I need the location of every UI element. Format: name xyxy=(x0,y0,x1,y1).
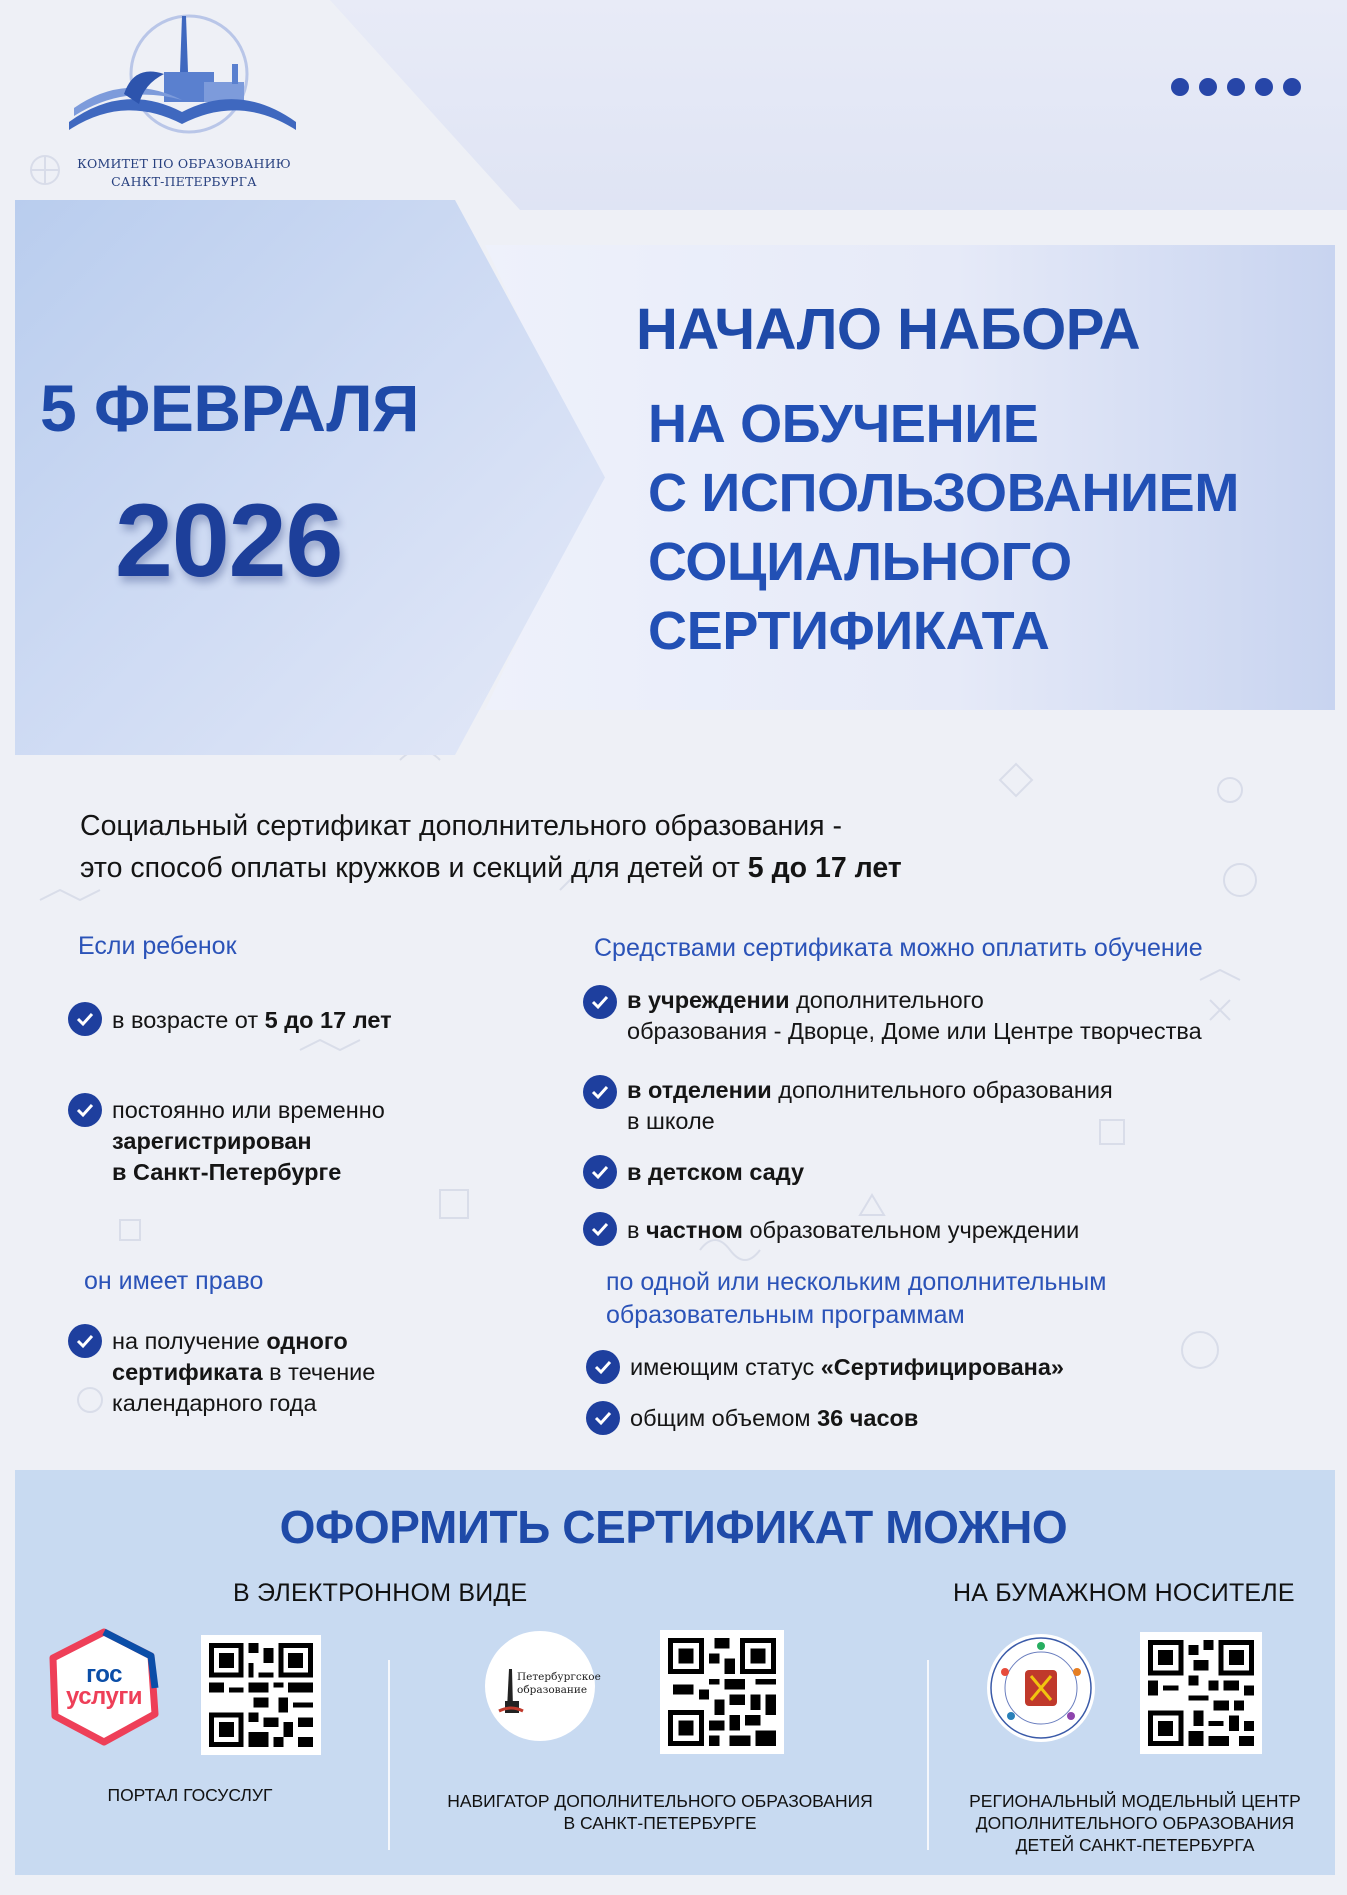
item-text-part: имеющим статус xyxy=(630,1354,821,1380)
item-text-part: в возрасте от xyxy=(112,1007,265,1033)
qr-code-navigator[interactable] xyxy=(660,1630,784,1754)
programs-heading xyxy=(606,1266,1106,1332)
item-text-bold: 36 часов xyxy=(817,1405,919,1431)
hero-sub-line: НА ОБУЧЕНИЕ xyxy=(648,394,1039,454)
gosuslugi-word-uslugi: услуги xyxy=(65,1683,143,1710)
dot-icon xyxy=(1227,78,1245,96)
check-icon xyxy=(586,1350,620,1384)
item-text-bold: в отделении xyxy=(627,1077,772,1103)
spire-book-icon xyxy=(64,12,304,157)
org-line2: САНКТ-ПЕТЕРБУРГА xyxy=(111,174,257,189)
programs-heading-line: по одной или нескольким дополнительным xyxy=(606,1268,1107,1296)
dot-icon xyxy=(1283,78,1301,96)
item-text-part: дополнительного образования xyxy=(771,1077,1113,1103)
hero-sub-line: СОЦИАЛЬНОГО xyxy=(648,532,1072,592)
item-text xyxy=(112,1002,392,1036)
check-icon xyxy=(68,1002,102,1036)
committee-logo xyxy=(64,12,304,197)
item-text-part: общим объемом xyxy=(630,1405,818,1431)
gosuslugi-word-gos: гос xyxy=(86,1661,122,1688)
qr-code-icon xyxy=(1148,1640,1254,1746)
dot-icon xyxy=(1199,78,1217,96)
check-item xyxy=(586,1401,918,1435)
hero-sub-line: СЕРТИФИКАТА xyxy=(648,601,1050,661)
org-caption xyxy=(64,155,304,191)
check-icon xyxy=(68,1324,102,1358)
item-text xyxy=(112,1093,385,1188)
item-text xyxy=(630,1350,1064,1383)
check-item xyxy=(68,1002,392,1036)
item-text-bold: в Санкт-Петербурге xyxy=(112,1159,342,1185)
regional-center-logo-icon xyxy=(985,1632,1097,1744)
programs-heading-line: образовательным программам xyxy=(606,1301,965,1329)
check-item xyxy=(68,1093,385,1188)
intro-age-range: 5 до 17 лет xyxy=(747,852,902,884)
divider xyxy=(927,1660,929,1850)
source-caption-regional-center xyxy=(945,1790,1325,1856)
item-text-part: постоянно или временно xyxy=(112,1097,385,1123)
qr-code-regional-center[interactable] xyxy=(1140,1632,1262,1754)
dot-icon xyxy=(1171,78,1189,96)
item-text-bold: сертификата xyxy=(112,1359,263,1385)
divider xyxy=(388,1660,390,1850)
hero-subheading xyxy=(648,390,1338,666)
hero-sub-line: С ИСПОЛЬЗОВАНИЕМ xyxy=(648,463,1240,523)
qr-code-gosuslugi[interactable] xyxy=(201,1635,321,1755)
item-text-bold: «Сертифицирована» xyxy=(820,1354,1064,1380)
caption-line: НАВИГАТОР ДОПОЛНИТЕЛЬНОГО ОБРАЗОВАНИЯ xyxy=(447,1791,873,1811)
check-icon xyxy=(583,1155,617,1189)
item-text-part: дополнительного xyxy=(789,987,984,1013)
pet-logo-line: образование xyxy=(517,1684,588,1696)
electronic-label: В ЭЛЕКТРОННОМ ВИДЕ xyxy=(233,1579,528,1607)
caption-line: В САНКТ-ПЕТЕРБУРГЕ xyxy=(563,1813,757,1833)
check-icon xyxy=(586,1401,620,1435)
qr-code-icon xyxy=(209,1643,313,1747)
gosuslugi-wordmark xyxy=(47,1661,161,1710)
left-column-heading: Если ребенок xyxy=(78,932,237,960)
application-title: ОФОРМИТЬ СЕРТИФИКАТ МОЖНО xyxy=(279,1501,1068,1553)
item-text-part: образовательном учреждении xyxy=(742,1217,1080,1243)
item-text xyxy=(627,1155,804,1188)
check-icon xyxy=(583,1212,617,1246)
intro-line2-text: это способ оплаты кружков и секций для детей от xyxy=(80,852,748,884)
hero-heading: НАЧАЛО НАБОРА xyxy=(636,297,1141,362)
item-text-bold: в учреждении xyxy=(627,987,790,1013)
item-text xyxy=(630,1401,918,1434)
item-text-part: календарного года xyxy=(112,1390,317,1416)
caption-line: ПОРТАЛ ГОСУСЛУГ xyxy=(107,1785,273,1805)
check-item xyxy=(586,1350,1064,1384)
check-icon xyxy=(68,1093,102,1127)
item-text-bold: зарегистрирован xyxy=(112,1128,312,1154)
item-text xyxy=(627,1212,1079,1246)
item-text-bold: в детском саду xyxy=(627,1159,805,1185)
org-line1: КОМИТЕТ ПО ОБРАЗОВАНИЮ xyxy=(77,156,291,171)
item-text-part: в течение xyxy=(262,1359,376,1385)
caption-line: РЕГИОНАЛЬНЫЙ МОДЕЛЬНЫЙ ЦЕНТР xyxy=(969,1791,1301,1811)
item-text-part: в xyxy=(627,1217,647,1243)
pagination-dots xyxy=(1171,78,1301,96)
hero-year: 2026 xyxy=(115,483,343,599)
caption-line: ДОПОЛНИТЕЛЬНОГО ОБРАЗОВАНИЯ xyxy=(975,1813,1295,1833)
item-text-part: на получение xyxy=(112,1328,267,1354)
check-item xyxy=(583,1155,804,1189)
dot-icon xyxy=(1255,78,1273,96)
item-text-bold: частном xyxy=(646,1217,743,1243)
item-text xyxy=(627,985,1202,1047)
intro-line1: Социальный сертификат дополнительного образования - xyxy=(80,810,843,842)
item-text-bold: одного xyxy=(266,1328,348,1354)
hero-date: 5 ФЕВРАЛЯ xyxy=(40,371,419,445)
check-item xyxy=(68,1324,375,1419)
check-item xyxy=(583,1212,1079,1246)
check-icon xyxy=(583,1075,617,1109)
item-text-part: образования - Дворце, Доме или Центре творчества xyxy=(627,1018,1202,1044)
petersburg-education-wordmark xyxy=(517,1671,601,1697)
check-icon xyxy=(583,985,617,1019)
check-item xyxy=(583,1075,1113,1137)
item-text-bold: 5 до 17 лет xyxy=(264,1007,392,1033)
item-text-part: в школе xyxy=(627,1108,715,1134)
rights-heading: он имеет право xyxy=(84,1267,264,1295)
check-item xyxy=(583,985,1202,1047)
qr-code-icon xyxy=(668,1638,776,1746)
item-text xyxy=(627,1075,1113,1137)
right-column-heading: Средствами сертификата можно оплатить обучение xyxy=(594,934,1203,962)
paper-label: НА БУМАЖНОМ НОСИТЕЛЕ xyxy=(953,1579,1295,1607)
item-text xyxy=(112,1324,375,1419)
intro-line2 xyxy=(80,847,1280,889)
intro-text xyxy=(80,805,1280,889)
source-caption-navigator xyxy=(410,1790,910,1834)
caption-line: ДЕТЕЙ САНКТ-ПЕТЕРБУРГА xyxy=(1015,1835,1255,1855)
pet-logo-line: Петербургское xyxy=(517,1671,601,1683)
source-caption-gosuslugi xyxy=(50,1784,330,1806)
